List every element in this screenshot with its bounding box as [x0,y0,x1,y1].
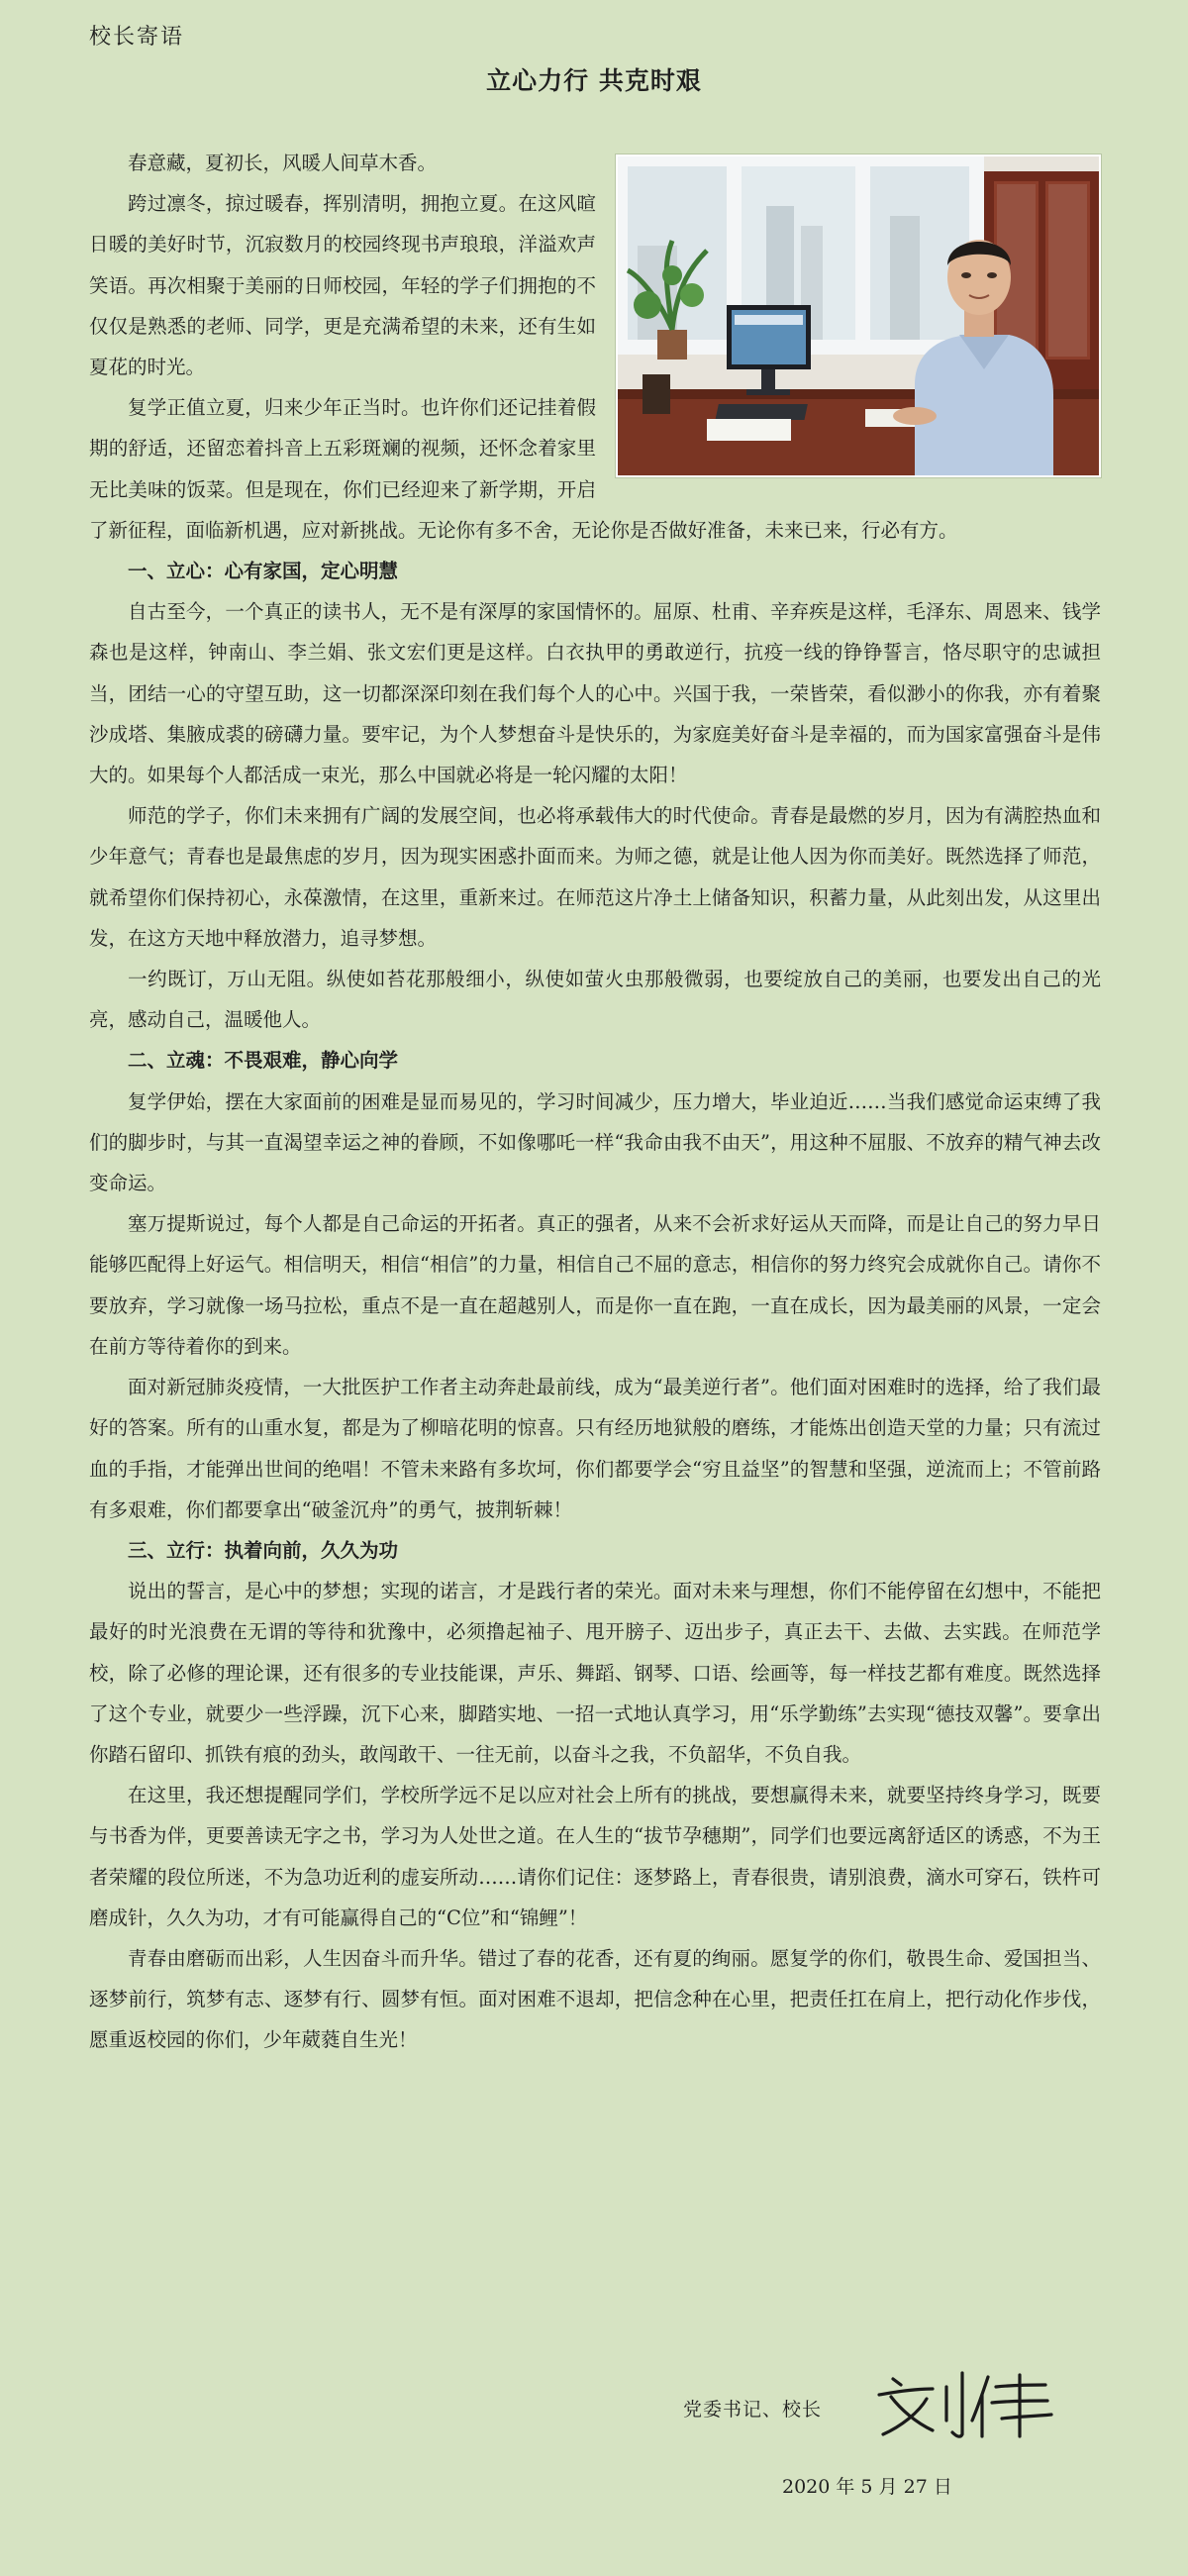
section-2-paragraph-1: 复学伊始，摆在大家面前的困难是显而易见的，学习时间减少，压力增大，毕业迫近……当我们感觉命运束缚了我们的脚步时，与其一直渴望幸运之神的眷顾，不如像哪吒一样“我命由我不由天”，用这种不屈服、不放弃的精气神去改变命运。 [89,1089,1101,1195]
section-heading-1: 一、立心：心有家国，定心明慧 [128,560,399,583]
column-name: 校长寄语 [89,25,185,50]
signature-block [683,2365,1079,2454]
page-title: 立心力行 共克时艰 [486,66,702,95]
letter-body [89,143,1101,2061]
section-1-paragraph-2: 师范的学子，你们未来拥有广阔的发展空间，也必将承载伟大的时代使命。青春是最燃的岁月，因为有满腔热血和少年意气；青春也是最焦虑的岁月，因为现实困惑扑面而来。为师之德，就是让他人因为你而美好。既然选择了师范，就希望你们保持初心，永葆激情，在这里，重新来过。在师范这片净土上储备知识，积蓄力量，从此刻出发，从这里出发，在这方天地中释放潜力，追寻梦想。 [89,804,1101,950]
intro-paragraph-2: 跨过凛冬，掠过暖春，挥别清明，拥抱立夏。在这风暄日暖的美好时节，沉寂数月的校园终现书声琅琅，洋溢欢声笑语。再次相聚于美丽的日师校园，年轻的学子们拥抱的不仅仅是熟悉的老师、同学，更是充满希望的未来，还有生如夏花的时光。 [89,192,596,379]
principal-photo [616,155,1101,477]
section-2-paragraph-2: 塞万提斯说过，每个人都是自己命运的开拓者。真正的强者，从来不会祈求好运从天而降，而是让自己的努力早日能够匹配得上好运气。相信明天，相信“相信”的力量，相信自己不屈的意志，相信你的努力终究会成就你自己。请你不要放弃，学习就像一场马拉松，重点不是一直在超越别人，而是你一直在跑，一直在成长，因为最美丽的风景，一定会在前方等待着你的到来。 [89,1212,1101,1358]
section-3-paragraph-3: 青春由磨砺而出彩，人生因奋斗而升华。错过了春的花香，还有夏的绚丽。愿复学的你们，敬畏生命、爱国担当、逐梦前行，筑梦有志、逐梦有行、圆梦有恒。面对困难不退却，把信念种在心里，把责任扛在肩上，把行动化作步伐，愿重返校园的你们，少年葳蕤自生光！ [89,1946,1101,2052]
section-heading-2: 二、立魂：不畏艰难，静心向学 [128,1049,399,1073]
intro-paragraph-3: 复学正值立夏，归来少年正当时。也许你们还记挂着假期的舒适，还留恋着抖音上五彩斑斓的视频，还怀念着家里无比美味的饭菜。但是现在，你们已经迎来了新学期，开启了新征程，面临新机遇，应对新挑战。无论你有多不舍，无论你是否做好准备，未来已来，行必有方。 [89,396,958,542]
section-3-paragraph-2: 在这里，我还想提醒同学们，学校所学远不足以应对社会上所有的挑战，要想赢得未来，就要坚持终身学习，既要与书香为伴，更要善读无字之书，学习为人处世之道。在人生的“拔节孕穗期”，同学们也要远离舒适区的诱惑，不为王者荣耀的段位所迷，不为急功近利的虚妄所动……请你们记住：逐梦路上，青春很贵，请别浪费，滴水可穿石，铁杵可磨成针，久久为功，才有可能赢得自己的“C位”和“锦鲤”！ [89,1784,1101,1929]
section-1-paragraph-3: 一约既订，万山无阻。纵使如苔花那般细小，纵使如萤火虫那般微弱，也要绽放自己的美丽，也要发出自己的光亮，感动自己，温暖他人。 [89,968,1101,1032]
section-heading-3: 三、立行：执着向前，久久为功 [128,1538,399,1562]
intro-paragraph-1: 春意藏，夏初长，风暖人间草木香。 [128,152,438,174]
section-3-paragraph-1: 说出的誓言，是心中的梦想；实现的诺言，才是践行者的荣光。面对未来与理想，你们不能停留在幻想中，不能把最好的时光浪费在无谓的等待和犹豫中，必须撸起袖子、甩开膀子、迈出步子，真正去干、去做、去实践。在师范学校，除了必修的理论课，还有很多的专业技能课，声乐、舞蹈、钢琴、口语、绘画等，每一样技艺都有难度。既然选择了这个专业，就要少一些浮躁，沉下心来，脚踏实地、一招一式地认真学习，用“乐学勤练”去实现“德技双馨”。要拿出你踏石留印、抓铁有痕的劲头，敢闯敢干、一往无前，以奋斗之我，不负韶华，不负自我。 [89,1580,1101,1766]
section-1-paragraph-1: 自古至今，一个真正的读书人，无不是有深厚的家国情怀的。屈原、杜甫、辛弃疾是这样，毛泽东、周恩来、钱学森也是这样，钟南山、李兰娟、张文宏们更是这样。白衣执甲的勇敢逆行，抗疫一线的铮铮誓言，恪尽职守的忠诚担当，团结一心的守望互助，这一切都深深印刻在我们每个人的心中。兴国于我，一荣皆荣，看似渺小的你我，亦有着聚沙成塔、集腋成裘的磅礴力量。要牢记，为个人梦想奋斗是快乐的，为家庭美好奋斗是幸福的，而为国家富强奋斗是伟大的。如果每个人都活成一束光，那么中国就必将是一轮闪耀的太阳！ [89,600,1101,787]
section-2-paragraph-3: 面对新冠肺炎疫情，一大批医护工作者主动奔赴最前线，成为“最美逆行者”。他们面对困难时的选择，给了我们最好的答案。所有的山重水复，都是为了柳暗花明的惊喜。只有经历地狱般的磨练，才能炼出创造天堂的力量；只有流过血的手指，才能弹出世间的绝唱！不管未来路有多坎坷，你们都要学会“穷且益坚”的智慧和坚强，逆流而上；不管前路有多艰难，你们都要拿出“破釜沉舟”的勇气，披荆斩棘！ [89,1376,1101,1521]
handwritten-signature [871,2365,1059,2444]
letter-date: 2020 年 5 月 27 日 [782,2476,952,2498]
signer-title: 党委书记、校长 [683,2399,823,2421]
